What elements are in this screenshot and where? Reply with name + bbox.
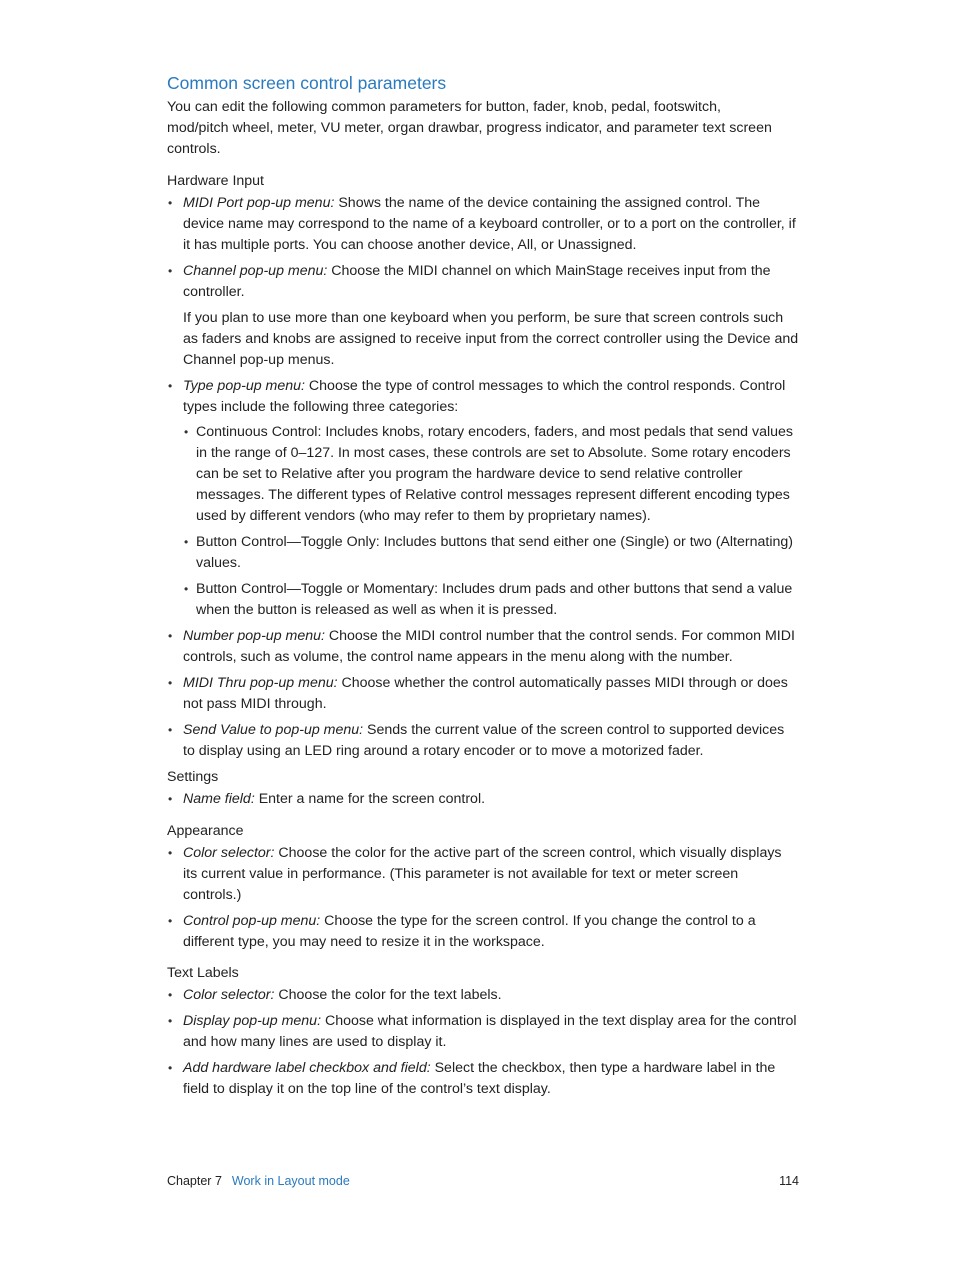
sub-item-text: Continuous Control: Includes knobs, rotary encoders, faders, and most pedals that send values in the range of 0–127. In most cases, these controls are set to Absolute. Some rotary encoders can be set to Relative after you program the hardware device to send relative controller messages. The different types of Relative control messages represent different encoding types used by different vendors (who may refer to them by proprietary names). bbox=[196, 424, 794, 524]
item-text: Choose the MIDI channel on which MainStage receives input from the controller. bbox=[183, 263, 771, 300]
bullet-icon: • bbox=[168, 676, 173, 690]
list-item bbox=[167, 626, 799, 668]
item-term: Add hardware label checkbox and field: bbox=[183, 1060, 431, 1076]
text-labels-list bbox=[167, 985, 799, 1100]
bullet-icon: • bbox=[168, 1014, 173, 1028]
item-term: Color selector: bbox=[183, 987, 275, 1003]
item-text: Choose the type of control messages to which the control responds. Control types include the following three categories: bbox=[183, 378, 786, 415]
item-term: Channel pop-up menu: bbox=[183, 263, 328, 279]
hardware-input-section bbox=[167, 171, 799, 767]
list-item bbox=[167, 1058, 799, 1100]
sub-list-item bbox=[183, 422, 799, 527]
settings-heading: Settings bbox=[167, 769, 219, 785]
item-text: Choose the color for the text labels. bbox=[274, 987, 502, 1003]
bullet-icon: • bbox=[168, 723, 173, 737]
page-number: 114 bbox=[779, 1174, 799, 1188]
text-labels-section bbox=[167, 963, 799, 1105]
item-term: Name field: bbox=[183, 791, 255, 807]
item-term: MIDI Thru pop-up menu: bbox=[183, 675, 338, 691]
section-title: Common screen control parameters bbox=[167, 73, 447, 93]
list-item bbox=[167, 720, 799, 762]
sub-item-text: Button Control—Toggle or Momentary: Includes drum pads and other buttons that send a value when the button is released as well as when it is pressed. bbox=[196, 581, 793, 618]
list-item bbox=[167, 1011, 799, 1053]
hardware-input-heading: Hardware Input bbox=[167, 173, 264, 189]
item-text: Sends the current value of the screen control to supported devices to display using an LED ring around a rotary encoder or to move a motorized fader. bbox=[183, 722, 785, 759]
item-term: Send Value to pop-up menu: bbox=[183, 722, 364, 738]
chapter-title-link[interactable]: Work in Layout mode bbox=[231, 1174, 350, 1188]
chapter-label: Chapter 7 bbox=[167, 1174, 222, 1188]
list-item bbox=[167, 911, 799, 953]
appearance-heading: Appearance bbox=[167, 823, 244, 839]
appearance-section bbox=[167, 821, 799, 958]
item-term: Control pop-up menu: bbox=[183, 913, 321, 929]
item-term: Type pop-up menu: bbox=[183, 378, 305, 394]
settings-section bbox=[167, 767, 799, 815]
bullet-icon: • bbox=[168, 379, 173, 393]
item-text: Choose the type for the screen control. If you change the control to a different type, you may need to resize it in the workspace. bbox=[183, 913, 756, 950]
list-item bbox=[167, 193, 799, 256]
sub-item-text: Button Control—Toggle Only: Includes buttons that send either one (Single) or two (Alternating) values. bbox=[196, 534, 793, 571]
hardware-input-list bbox=[167, 193, 799, 762]
item-term: Number pop-up menu: bbox=[183, 628, 325, 644]
list-item bbox=[167, 673, 799, 715]
bullet-icon: • bbox=[184, 535, 189, 549]
item-text: Select the checkbox, then type a hardware label in the field to display it on the top line of the control’s text display. bbox=[183, 1060, 776, 1097]
item-text: Enter a name for the screen control. bbox=[254, 791, 486, 807]
sub-list-item bbox=[183, 579, 799, 621]
item-term: Color selector: bbox=[183, 845, 275, 861]
bullet-icon: • bbox=[184, 425, 189, 439]
intro-paragraph: You can edit the following common parameters for button, fader, knob, pedal, footswitch, mod/pitch wheel, meter, VU meter, organ drawbar, progress indicator, and parameter text screen controls. bbox=[167, 99, 772, 157]
list-item bbox=[167, 376, 799, 621]
item-text: Choose the color for the active part of the screen control, which visually displays its current value in performance. (This parameter is not available for text or meter screen controls.) bbox=[183, 845, 782, 903]
bullet-icon: • bbox=[168, 196, 173, 210]
control-types-list bbox=[183, 422, 799, 621]
bullet-icon: • bbox=[168, 988, 173, 1002]
list-item bbox=[167, 985, 799, 1006]
text-labels-heading: Text Labels bbox=[167, 965, 239, 981]
bullet-icon: • bbox=[168, 629, 173, 643]
bullet-icon: • bbox=[168, 264, 173, 278]
item-note: If you plan to use more than one keyboard when you perform, be sure that screen controls such as faders and knobs are assigned to receive input from the correct controller using the Device and Channel pop-up menus. bbox=[183, 310, 799, 368]
bullet-icon: • bbox=[168, 1061, 173, 1075]
bullet-icon: • bbox=[168, 792, 173, 806]
page-footer bbox=[167, 1172, 799, 1190]
bullet-icon: • bbox=[184, 582, 189, 596]
settings-list bbox=[167, 789, 799, 810]
item-term: MIDI Port pop-up menu: bbox=[183, 195, 335, 211]
list-item bbox=[167, 261, 799, 371]
list-item bbox=[167, 789, 799, 810]
sub-list-item bbox=[183, 532, 799, 574]
item-term: Display pop-up menu: bbox=[183, 1013, 322, 1029]
list-item bbox=[167, 843, 799, 906]
item-text: Choose the MIDI control number that the control sends. For common MIDI controls, such as volume, the control name appears in the menu along with the number. bbox=[183, 628, 795, 665]
bullet-icon: • bbox=[168, 914, 173, 928]
item-text: Shows the name of the device containing the assigned control. The device name may correspond to the name of a keyboard controller, or to a port on the controller, if it has multiple ports. You can choose another device, All, or Unassigned. bbox=[183, 195, 796, 253]
appearance-list bbox=[167, 843, 799, 953]
item-text: Choose whether the control automatically passes MIDI through or does not pass MIDI through. bbox=[183, 675, 788, 712]
item-text: Choose what information is displayed in the text display area for the control and how many lines are used to display it. bbox=[183, 1013, 797, 1050]
bullet-icon: • bbox=[168, 846, 173, 860]
